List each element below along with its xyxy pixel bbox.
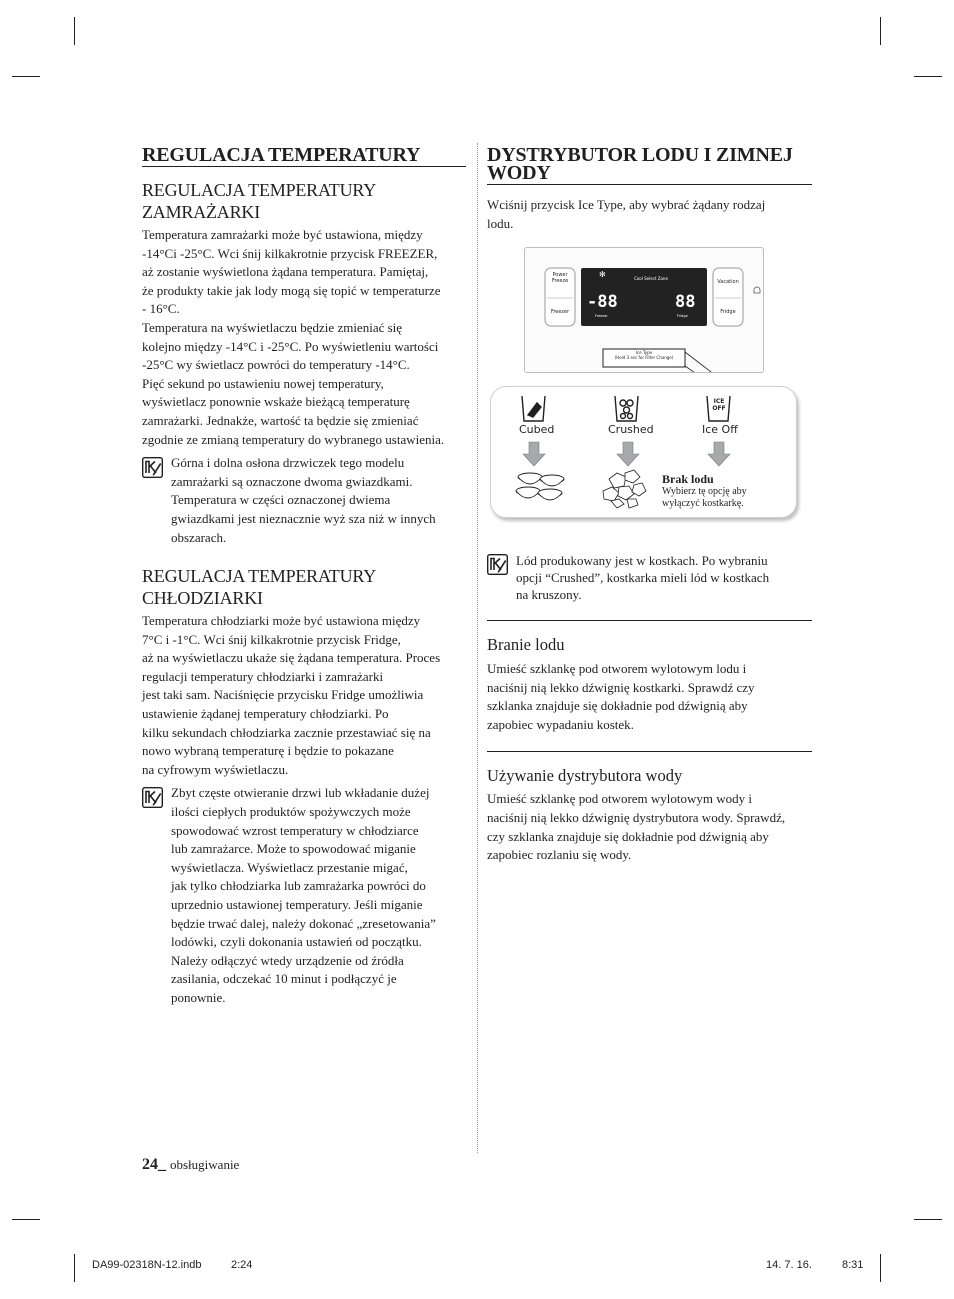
- crop-mark: [914, 1219, 942, 1220]
- ice-type-button[interactable]: Ice Type (Hold 3 sec for Filter Change): [614, 350, 674, 360]
- text-line: Umieść szklankę pod otworem wylotowym lodu i: [487, 661, 747, 676]
- crushed-ice-icon: [615, 396, 638, 421]
- text-line: naciśnij nią lekko dźwignię kostkarki. Sprawdź czy: [487, 679, 755, 695]
- ice-option-ice-off[interactable]: Ice Off: [702, 423, 738, 436]
- ice-type-drawing: [491, 387, 796, 517]
- text-line: Lód produkowany jest w kostkach. Po wybraniu: [516, 553, 768, 568]
- text-line: Pięć sekund po ustawieniu nowej temperatury,: [142, 375, 384, 391]
- text-line: Wciśnij przycisk Ice Type, aby wybrać żądany rodzaj: [487, 197, 766, 212]
- arrow-down-icon: [708, 442, 730, 466]
- note-icon: [142, 457, 163, 478]
- freezer-note: [142, 454, 466, 547]
- freezer-heading: REGULACJA TEMPERATURY ZAMRAŻARKI: [142, 180, 377, 222]
- text-line: Temperatura chłodziarki może być ustawiona między: [142, 613, 421, 629]
- fridge-note: [142, 784, 466, 1007]
- fridge-heading: REGULACJA TEMPERATURY CHŁODZIARKI: [142, 566, 377, 609]
- text-line: 7°C i -1°C. Wci śnij kilkakrotnie przycisk Fridge,: [142, 631, 401, 647]
- text-line: ustawienie żądanej temperatury chłodziarki. Po: [142, 706, 389, 722]
- text-line: zasilania, odczekać 10 minut i podłączyć je: [171, 971, 397, 987]
- text-line: zgodnie ze zmianą temperatury do wybranego ustawienia.: [142, 431, 445, 447]
- text-line: ponownie.: [171, 989, 226, 1005]
- text-line: aż na wyświetlaczu ukaże się żądana temperatura. Proces: [142, 650, 441, 666]
- page-number: 24_: [142, 1156, 166, 1173]
- ice-type-popup: [490, 386, 797, 518]
- text-line: spowodować wzrost temperatury w chłodziarce: [171, 822, 419, 838]
- arrow-down-icon: [617, 442, 639, 466]
- text-line: Temperatura zamrażarki może być ustawiona, między: [142, 227, 423, 242]
- dispenser-intro: [487, 196, 812, 233]
- dispenser-note: [487, 552, 812, 603]
- fridge-small-label: Fridge: [677, 314, 688, 318]
- text-line: lodu.: [487, 215, 514, 231]
- text-line: jak tylko chłodziarka lub zamrażarka powróci do: [171, 878, 426, 894]
- no-ice-description: Wybierz tę opcję aby wyłączyć kostkarkę.: [662, 486, 747, 509]
- text-line: kilku sekundach chłodziarka zacznie przestawiać się na: [142, 724, 431, 740]
- crop-mark: [12, 76, 40, 77]
- crop-mark: [12, 1219, 40, 1220]
- crop-mark: [914, 76, 942, 77]
- text-line: Górna i dolna osłona drzwiczek tego modelu: [171, 455, 405, 471]
- fridge-button-label[interactable]: Fridge: [720, 309, 736, 315]
- text-line: lodówki, czyli dokonania ustawień od początku.: [171, 934, 422, 950]
- text-line: czy szklanka znajduje się dokładnie pod dźwignią aby: [487, 828, 769, 844]
- text-line: -14°Ci -25°C. Wci śnij kilkakrotnie przycisk FREEZER,: [142, 245, 438, 261]
- print-file: DA99-02318N-12.indb: [92, 1259, 202, 1271]
- text-line: gwiazdkami jest nieznacznie wyż sza niż w innych: [171, 510, 436, 526]
- text-line: Temperatura na wyświetlaczu będzie zmieniać się: [142, 319, 403, 335]
- note-icon: [487, 554, 508, 575]
- print-file-page: 2:24: [231, 1259, 253, 1271]
- text-line: - 16°C.: [142, 301, 180, 317]
- left-column: [142, 144, 466, 1008]
- text-line: zapobiec wypadaniu kostek.: [487, 716, 634, 732]
- text-line: będzie trwać dalej, należy dokonać „zresetowania”: [171, 915, 436, 931]
- note-icon: [142, 787, 163, 808]
- text-line: -25°C wy świetlacz powróci do temperatury -14°C.: [142, 357, 410, 373]
- freezer-body: [142, 226, 466, 449]
- text-line: wyświetlacza. Wyświetlacz przestanie migać,: [171, 859, 408, 875]
- ice-cubes-image: [516, 473, 564, 500]
- text-line: Temperatura w części oznaczonej dwiema: [171, 492, 391, 508]
- right-lower: [487, 552, 812, 865]
- crop-mark: [74, 17, 75, 45]
- text-line: jest taki sam. Naciśnięcie przycisku Fridge umożliwia: [142, 687, 424, 703]
- text-line: opcji “Crushed”, kostkarka mieli lód w kostkach: [516, 570, 770, 585]
- text-line: na cyfrowym wyświetlaczu.: [142, 761, 289, 777]
- branie-body: [487, 660, 812, 734]
- freezer-display: -88: [587, 292, 618, 312]
- text-line: aż zostanie wyświetlona żądana temperatura. Pamiętaj,: [142, 264, 429, 280]
- ice-option-cubed[interactable]: Cubed: [519, 423, 555, 436]
- text-line: lub zamrażarce. Może to spowodować miganie: [171, 841, 416, 857]
- no-ice-title: Brak lodu: [662, 472, 714, 486]
- text-line: regulacji temperatury chłodziarki i zamrażarki: [142, 668, 384, 684]
- page-footer: [142, 1156, 239, 1174]
- text-line: nowo wybraną temperaturę i będzie to pokazane: [142, 743, 394, 759]
- cool-select-zone-label: Cool Select Zone: [634, 276, 668, 281]
- text-line: zapobiec rozlaniu się wody.: [487, 847, 632, 863]
- section-title: REGULACJA TEMPERATURY: [142, 144, 466, 167]
- dispenser-title: DYSTRYBUTOR LODU I ZIMNEJ WODY: [487, 144, 812, 185]
- text-line: szklanka znajduje się dokładnie pod dźwignią aby: [487, 698, 748, 714]
- right-column: [487, 144, 812, 233]
- vacation-button-label[interactable]: Vacation: [717, 279, 739, 285]
- text-line: ilości ciepłych produktów spożywczych może: [171, 804, 411, 820]
- ice-option-crushed[interactable]: Crushed: [608, 423, 654, 436]
- freezer-small-label: Freezer: [595, 314, 608, 318]
- fridge-display: 88: [675, 292, 696, 312]
- woda-heading: Używanie dystrybutora wody: [487, 766, 683, 786]
- crushed-ice-image: [603, 470, 646, 508]
- text-line: że produkty takie jak lody mogą się topić w temperaturze: [142, 282, 441, 298]
- arrow-down-icon: [523, 442, 545, 466]
- text-line: Należy odłączyć wtedy urządzenie od źródła: [171, 952, 404, 968]
- text-line: kolejno między -14°C i -25°C. Po wyświetleniu wartości: [142, 338, 439, 354]
- snowflake-icon: ✻: [599, 270, 606, 279]
- section-name: obsługiwanie: [170, 1157, 240, 1172]
- text-line: Umieść szklankę pod otworem wylotowym wody i: [487, 791, 753, 807]
- fridge-body: [142, 612, 466, 779]
- text-line: zamrażarki. Jednakże, wartość ta będzie się zmieniać: [142, 412, 419, 428]
- freezer-button-label[interactable]: Freezer: [550, 309, 570, 315]
- cubed-ice-icon: [522, 396, 545, 421]
- text-line: obszarach.: [171, 529, 227, 545]
- text-line: uprzednio ustawionej temperatury. Jeśli miganie: [171, 897, 423, 912]
- text-line: zamrażarki są oznaczone dwoma gwiazdkami.: [171, 473, 413, 489]
- crop-mark: [880, 17, 881, 45]
- text-line: naciśnij nią lekko dźwignię dystrybutora wody. Sprawdź,: [487, 809, 786, 825]
- ice-off-badge: ICE OFF: [712, 398, 726, 412]
- column-divider: [477, 143, 478, 1153]
- text-line: Zbyt częste otwieranie drzwi lub wkładanie dużej: [171, 785, 430, 801]
- woda-body: [487, 790, 812, 864]
- text-line: na kruszony.: [516, 587, 582, 602]
- text-line: wyświetlacz ponownie wskaże bieżącą temperaturę: [142, 394, 410, 410]
- branie-heading: Branie lodu: [487, 635, 565, 654]
- power-freeze-label: Power Freeze: [551, 272, 569, 284]
- crop-mark: [880, 1254, 881, 1282]
- crop-mark: [74, 1254, 75, 1282]
- print-time: 8:31: [842, 1259, 864, 1271]
- control-panel-illustration: [524, 247, 764, 373]
- print-date: 14. 7. 16.: [766, 1259, 812, 1271]
